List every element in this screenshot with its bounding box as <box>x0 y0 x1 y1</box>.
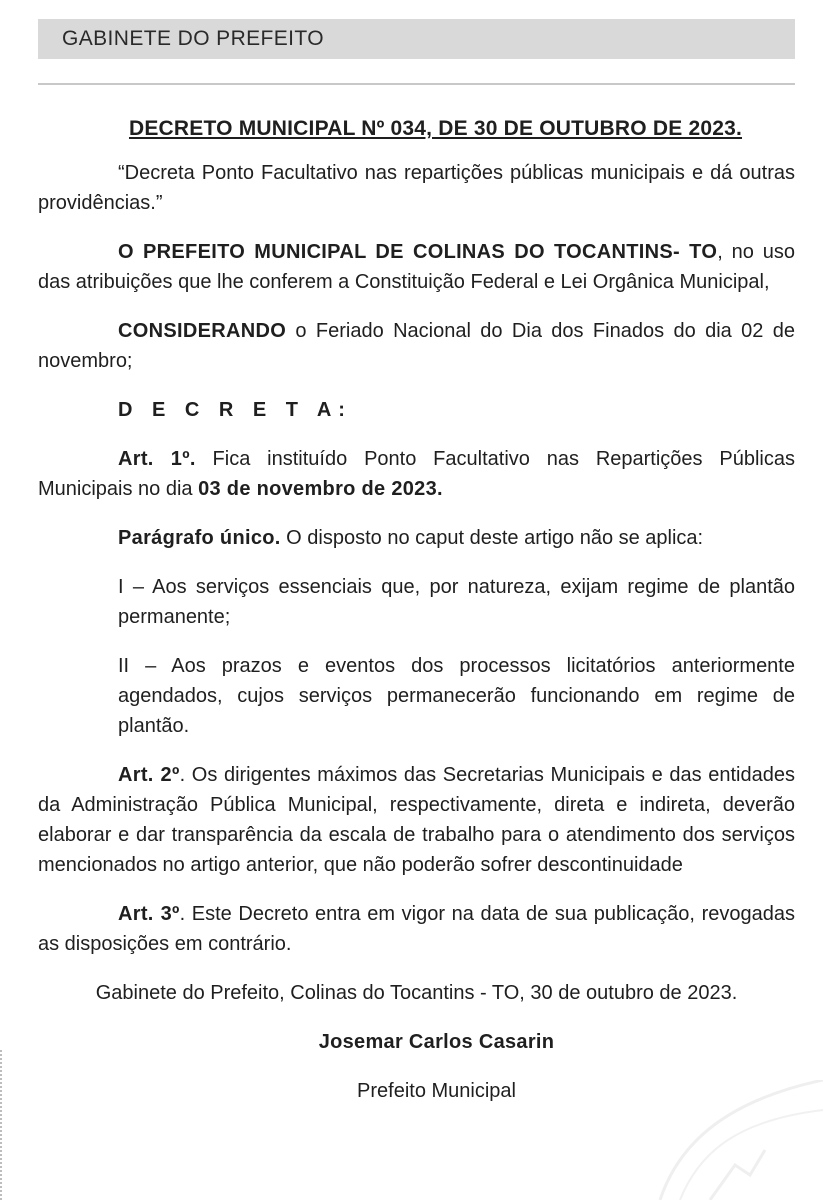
article-3 <box>38 899 795 959</box>
article-2-label: Art. 2º <box>118 764 180 786</box>
watermark-emblem <box>640 1080 823 1200</box>
article-3-label: Art. 3º <box>118 903 180 925</box>
article-1 <box>38 444 795 504</box>
decree-ementa: “Decreta Ponto Facultativo nas repartições públicas municipais e dá outras providências.” <box>38 162 795 214</box>
place-and-date: Gabinete do Prefeito, Colinas do Tocantins - TO, 30 de outubro de 2023. <box>95 982 738 1004</box>
section-header-label: GABINETE DO PREFEITO <box>62 27 324 50</box>
considerando-text: o Feriado Nacional do Dia dos Finados do dia 02 de novembro; <box>38 320 795 372</box>
article-1-text: Fica instituído Ponto Facultativo nas Repartições Públicas Municipais no dia <box>38 448 796 500</box>
decree-considerando <box>38 316 795 376</box>
article-2-text: . Os dirigentes máximos das Secretarias Municipais e das entidades da Administração Pública Municipal, respectivamente, direta e indireta, deverão elaborar e dar transparência da escala de trabalho para o atendimento dos serviços mencionados no artigo anterior, que não poderão sofrer descontinuidade <box>38 764 795 876</box>
signatory-role: Prefeito Municipal <box>357 1080 516 1102</box>
decree-document <box>38 108 795 1106</box>
sole-paragraph <box>38 523 795 553</box>
signatory-name: Josemar Carlos Casarin <box>318 1031 555 1053</box>
sole-paragraph-text: O disposto no caput deste artigo não se aplica: <box>280 527 704 549</box>
article-1-label: Art. 1º. <box>118 448 196 470</box>
sole-paragraph-label: Parágrafo único. <box>118 527 281 549</box>
page-margin-mark <box>0 1050 8 1200</box>
preamble-text: , no uso das atribuições que lhe conferem a Constituição Federal e Lei Orgânica Municipal, <box>38 241 795 293</box>
article-3-text: . Este Decreto entra em vigor na data de sua publicação, revogadas as disposições em contrário. <box>38 903 795 955</box>
header-divider <box>38 83 795 85</box>
decree-preamble <box>38 237 795 297</box>
decree-title: DECRETO MUNICIPAL Nº 034, DE 30 DE OUTUBRO DE 2023. <box>128 117 743 140</box>
exception-item-1: I – Aos serviços essenciais que, por natureza, exijam regime de plantão permanente; <box>118 576 795 628</box>
article-1-date: 03 de novembro de 2023. <box>198 478 443 500</box>
considerando-label: CONSIDERANDO <box>118 320 287 342</box>
preamble-authority: O PREFEITO MUNICIPAL DE COLINAS DO TOCANTINS- TO <box>118 241 718 263</box>
exception-item-2: II – Aos prazos e eventos dos processos licitatórios anteriormente agendados, cujos serviços permanecerão funcionando em regime de plantão. <box>118 655 795 737</box>
article-2 <box>38 760 795 880</box>
section-header-bar <box>38 19 795 59</box>
decreta-heading: D E C R E T A: <box>118 399 352 421</box>
